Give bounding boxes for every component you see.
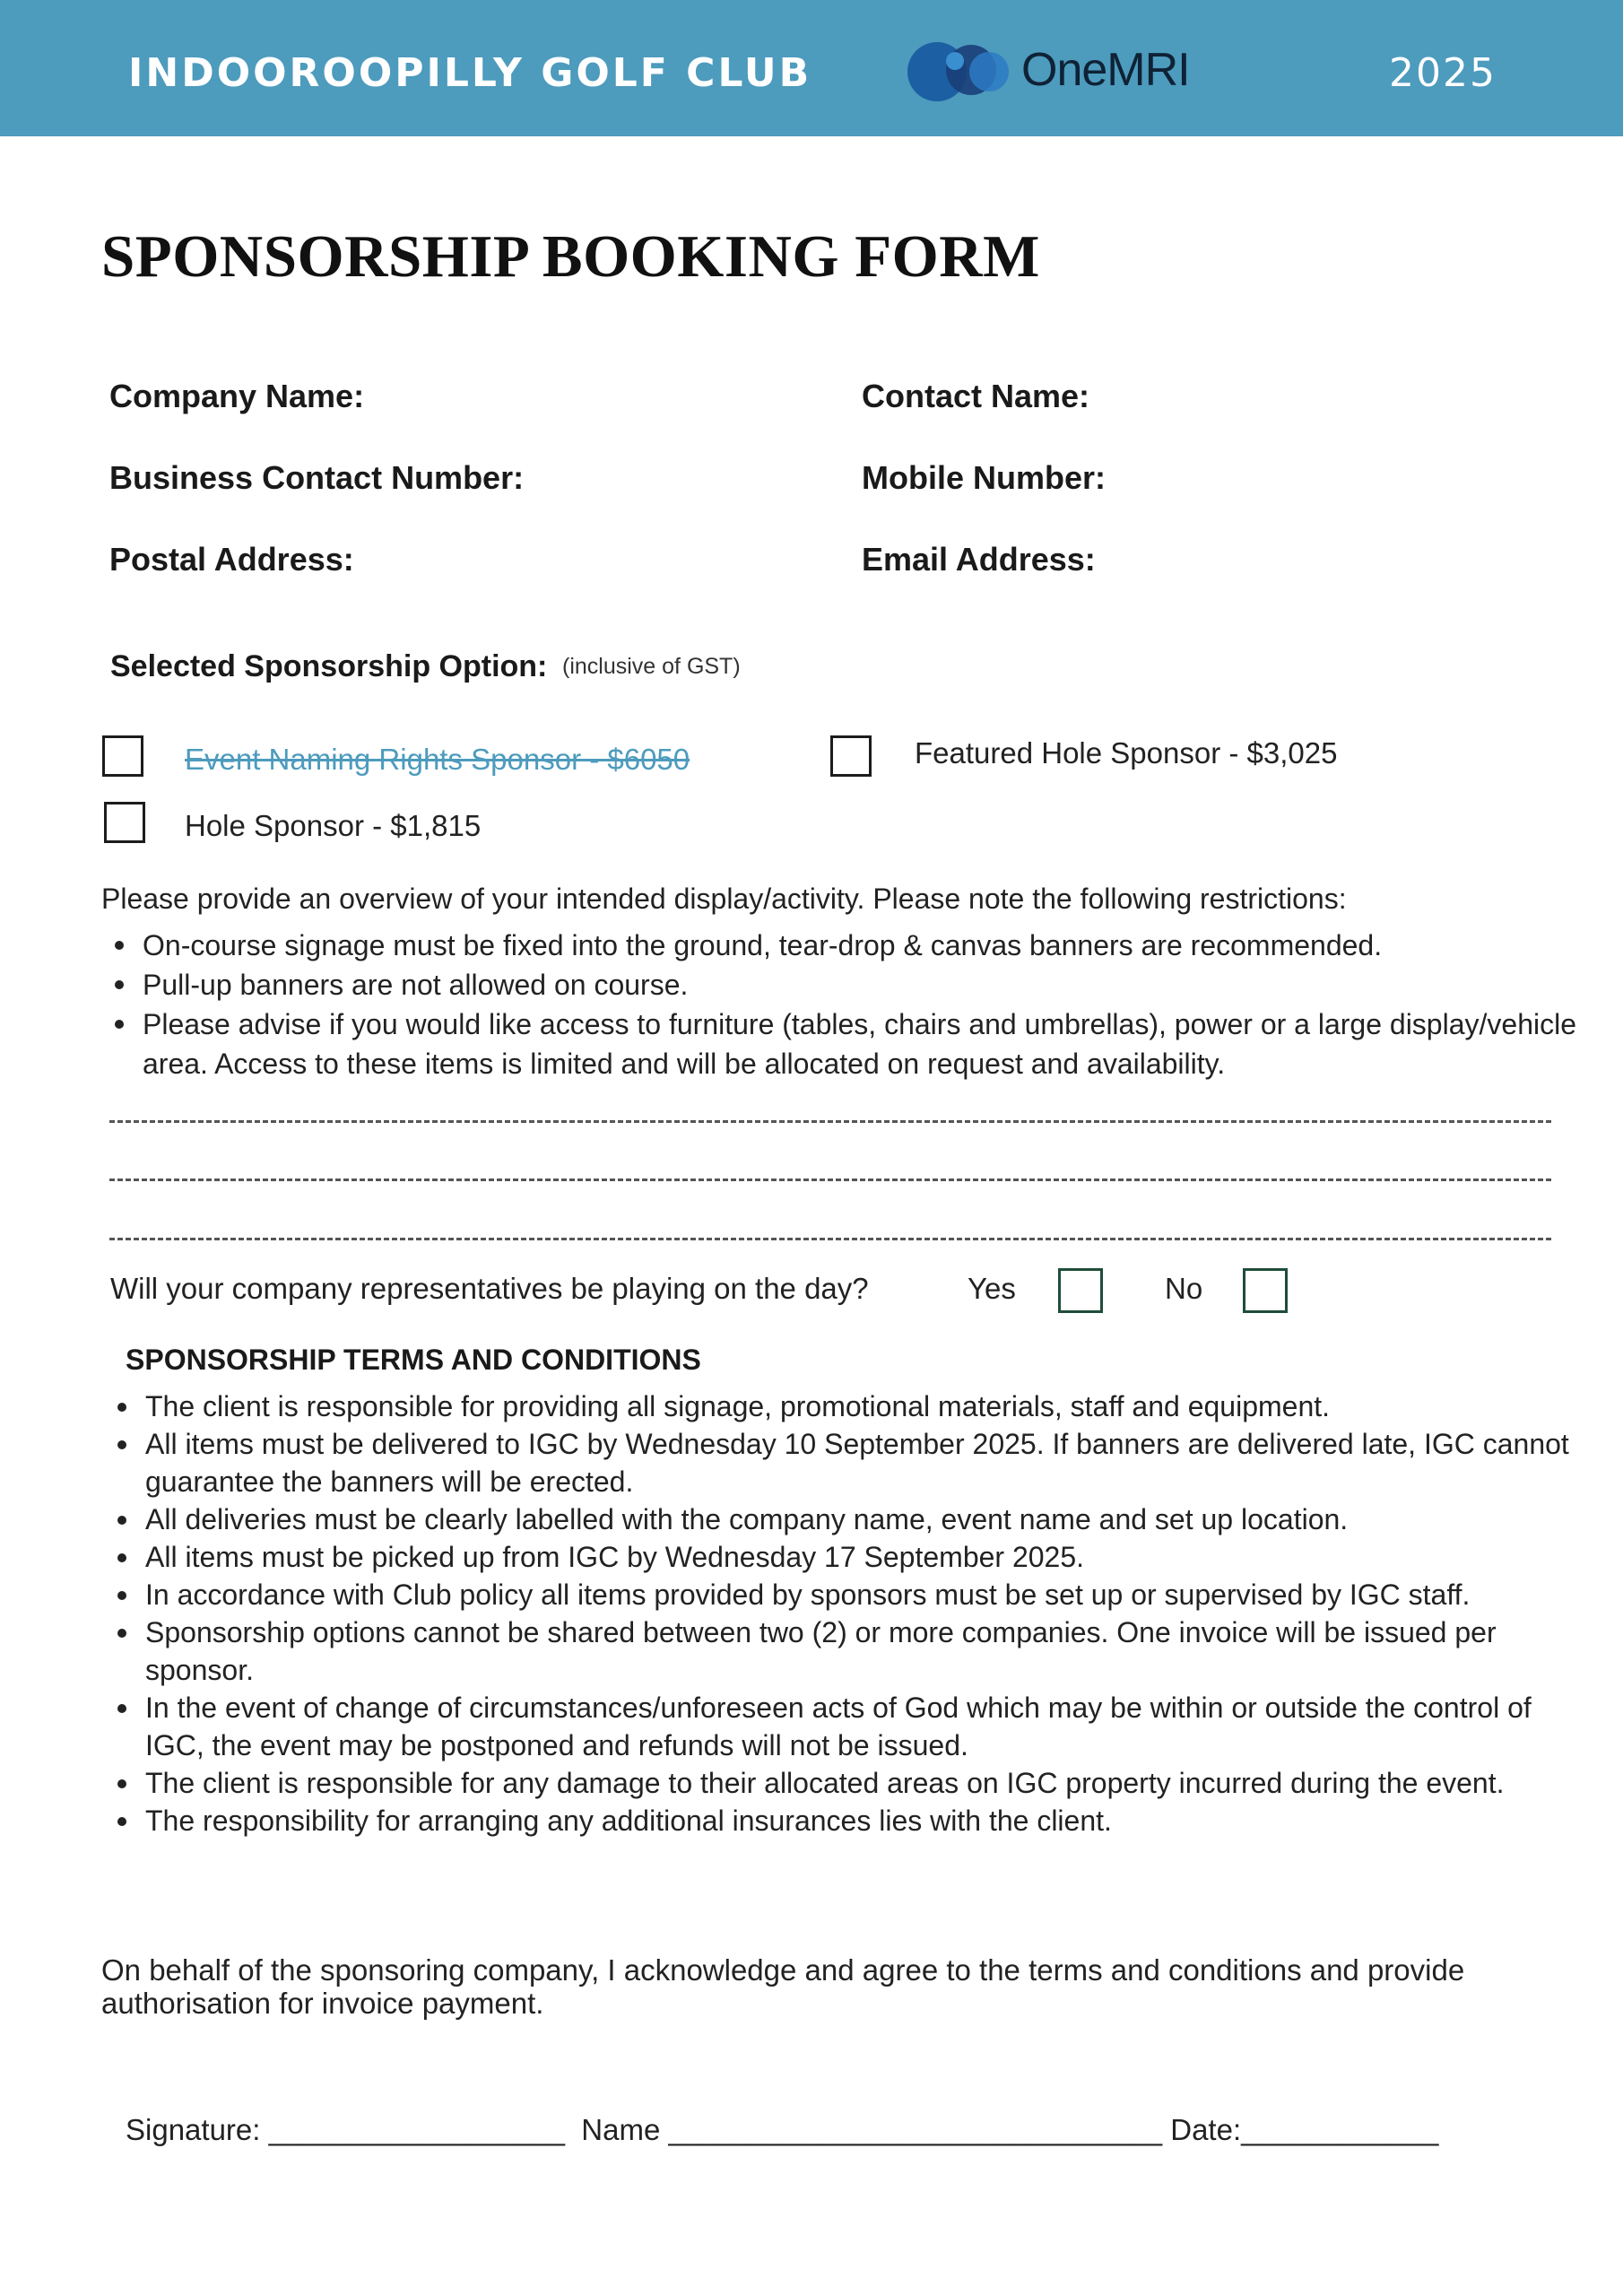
page-title: SPONSORSHIP BOOKING FORM xyxy=(101,223,1040,290)
list-item: The client is responsible for providing all signage, promotional materials, staff and equipment. xyxy=(145,1387,1598,1425)
playing-yes-label: Yes xyxy=(968,1272,1016,1305)
list-item: The responsibility for arranging any additional insurances lies with the client. xyxy=(145,1802,1598,1839)
list-item: Pull-up banners are not allowed on course. xyxy=(143,965,1613,1004)
postal-address-field[interactable]: Postal Address: xyxy=(109,541,354,578)
list-item: The client is responsible for any damage to their allocated areas on IGC property incurred during the event. xyxy=(145,1764,1598,1802)
overview-answer-line[interactable] xyxy=(109,1120,1551,1123)
list-item: On-course signage must be fixed into the ground, tear-drop & canvas banners are recommended. xyxy=(143,926,1613,965)
mobile-number-field[interactable]: Mobile Number: xyxy=(862,459,1107,496)
hole-sponsor-option-label: Hole Sponsor - $1,815 xyxy=(185,809,482,842)
acknowledgement-text: On behalf of the sponsoring company, I acknowledge and agree to the terms and conditions and provide authorisation for invoice payment. xyxy=(101,1953,1465,2020)
list-item: Sponsorship options cannot be shared between two (2) or more companies. One invoice will be issued per sponsor. xyxy=(145,1613,1598,1689)
list-item: All deliveries must be clearly labelled with the company name, event name and set up location. xyxy=(145,1500,1598,1538)
gst-note: (inclusive of GST) xyxy=(562,654,741,679)
onemri-logo xyxy=(901,38,1206,105)
header-banner xyxy=(0,0,1623,136)
logo-text: OneMRI xyxy=(1021,44,1190,96)
overview-answer-line[interactable] xyxy=(109,1238,1551,1240)
list-item: In accordance with Club policy all items provided by sponsors must be set up or supervised by IGC staff. xyxy=(145,1576,1598,1613)
hole-sponsor-checkbox[interactable] xyxy=(104,802,145,843)
club-name: INDOOROOPILLY GOLF CLUB xyxy=(128,50,812,96)
contact-name-field[interactable]: Contact Name: xyxy=(862,378,1090,414)
list-item: In the event of change of circumstances/unforeseen acts of God which may be within or outside the control of IGC, the event may be postponed and refunds will not be issued. xyxy=(145,1689,1598,1764)
company-name-field[interactable]: Company Name: xyxy=(109,378,365,414)
playing-no-label: No xyxy=(1165,1272,1203,1305)
terms-list xyxy=(104,1387,1598,1839)
list-item: All items must be picked up from IGC by Wednesday 17 September 2025. xyxy=(145,1538,1598,1576)
naming-rights-checkbox[interactable] xyxy=(102,735,143,777)
featured-hole-checkbox[interactable] xyxy=(830,735,872,777)
naming-rights-option-label: Event Naming Rights Sponsor - $6050 xyxy=(185,743,690,776)
signature-row[interactable]: Signature: __________________ Name ______________________________ Date:____________ xyxy=(126,2113,1439,2146)
overview-answer-line[interactable] xyxy=(109,1178,1551,1181)
header-year: 2025 xyxy=(1389,50,1497,96)
business-contact-number-field[interactable]: Business Contact Number: xyxy=(109,459,525,496)
playing-yes-checkbox[interactable] xyxy=(1058,1268,1103,1313)
sponsorship-option-heading: Selected Sponsorship Option: xyxy=(110,649,548,683)
playing-question: Will your company representatives be playing on the day? xyxy=(110,1272,869,1305)
playing-no-checkbox[interactable] xyxy=(1243,1268,1288,1313)
restrictions-list xyxy=(101,926,1613,1083)
featured-hole-option-label: Featured Hole Sponsor - $3,025 xyxy=(915,736,1338,770)
email-address-field[interactable]: Email Address: xyxy=(862,541,1096,578)
list-item: Please advise if you would like access to furniture (tables, chairs and umbrellas), power or a large display/vehicle area. Access to these items is limited and will be allocated on request and availability. xyxy=(143,1004,1613,1083)
terms-title: SPONSORSHIP TERMS AND CONDITIONS xyxy=(126,1344,701,1376)
list-item: All items must be delivered to IGC by Wednesday 10 September 2025. If banners are delivered late, IGC cannot guarantee the banners will be erected. xyxy=(145,1425,1598,1500)
overview-intro: Please provide an overview of your intended display/activity. Please note the following restrictions: xyxy=(101,883,1347,915)
onemri-logo-icon xyxy=(901,38,1018,105)
